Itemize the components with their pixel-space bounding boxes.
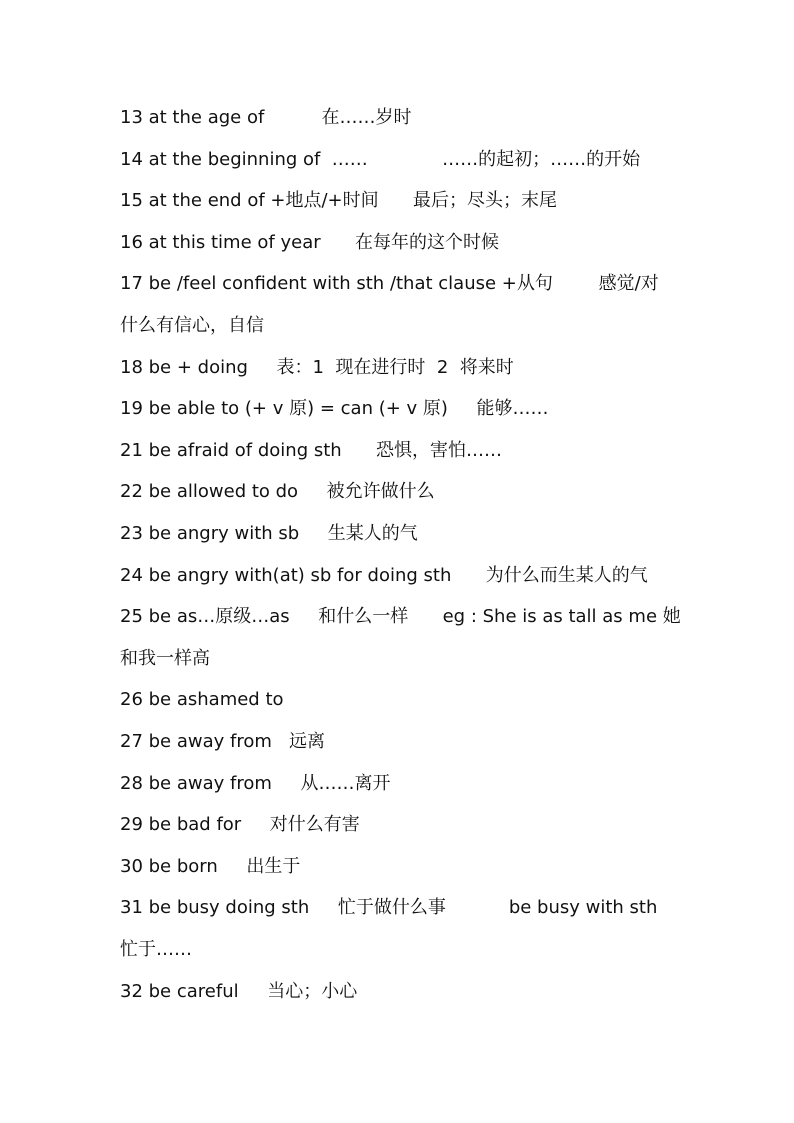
phrase-line-31-continued: 忙于…… xyxy=(120,939,192,960)
phrase-line-24: 24 be angry with(at) sb for doing sth 为什么而生某人的气 xyxy=(120,565,648,586)
phrase-line-16: 16 at this time of year 在每年的这个时候 xyxy=(120,232,499,253)
phrase-line-27: 27 be away from 远离 xyxy=(120,731,326,752)
phrase-line-18: 18 be + doing 表：1 现在进行时 2 将来时 xyxy=(120,357,514,378)
phrase-line-32: 32 be careful 当心；小心 xyxy=(120,981,358,1002)
phrase-line-19: 19 be able to (+ v 原) = can (+ v 原) 能够…… xyxy=(120,398,549,419)
phrase-line-22: 22 be allowed to do 被允许做什么 xyxy=(120,481,435,502)
phrase-line-15: 15 at the end of +地点/+时间 最后；尽头；末尾 xyxy=(120,190,557,211)
phrase-line-25-continued: 和我一样高 xyxy=(120,648,210,669)
phrase-line-25: 25 be as…原级…as 和什么一样 eg : She is as tall as me 她 xyxy=(120,606,681,627)
phrase-line-17-continued: 什么有信心，自信 xyxy=(120,315,264,336)
phrase-line-23: 23 be angry with sb 生某人的气 xyxy=(120,523,418,544)
phrase-line-30: 30 be born 出生于 xyxy=(120,856,301,877)
phrase-line-29: 29 be bad for 对什么有害 xyxy=(120,814,360,835)
phrase-line-21: 21 be afraid of doing sth 恐惧，害怕…… xyxy=(120,440,503,461)
phrase-line-17: 17 be /feel confident with sth /that clause +从句 感觉/对 xyxy=(120,273,659,294)
phrase-line-28: 28 be away from 从……离开 xyxy=(120,773,391,794)
phrase-line-26: 26 be ashamed to xyxy=(120,689,284,710)
phrase-line-13: 13 at the age of 在……岁时 xyxy=(120,107,412,128)
phrase-line-14: 14 at the beginning of …… ……的起初；……的开始 xyxy=(120,149,641,170)
phrase-line-31: 31 be busy doing sth 忙于做什么事 be busy with sth xyxy=(120,897,658,918)
